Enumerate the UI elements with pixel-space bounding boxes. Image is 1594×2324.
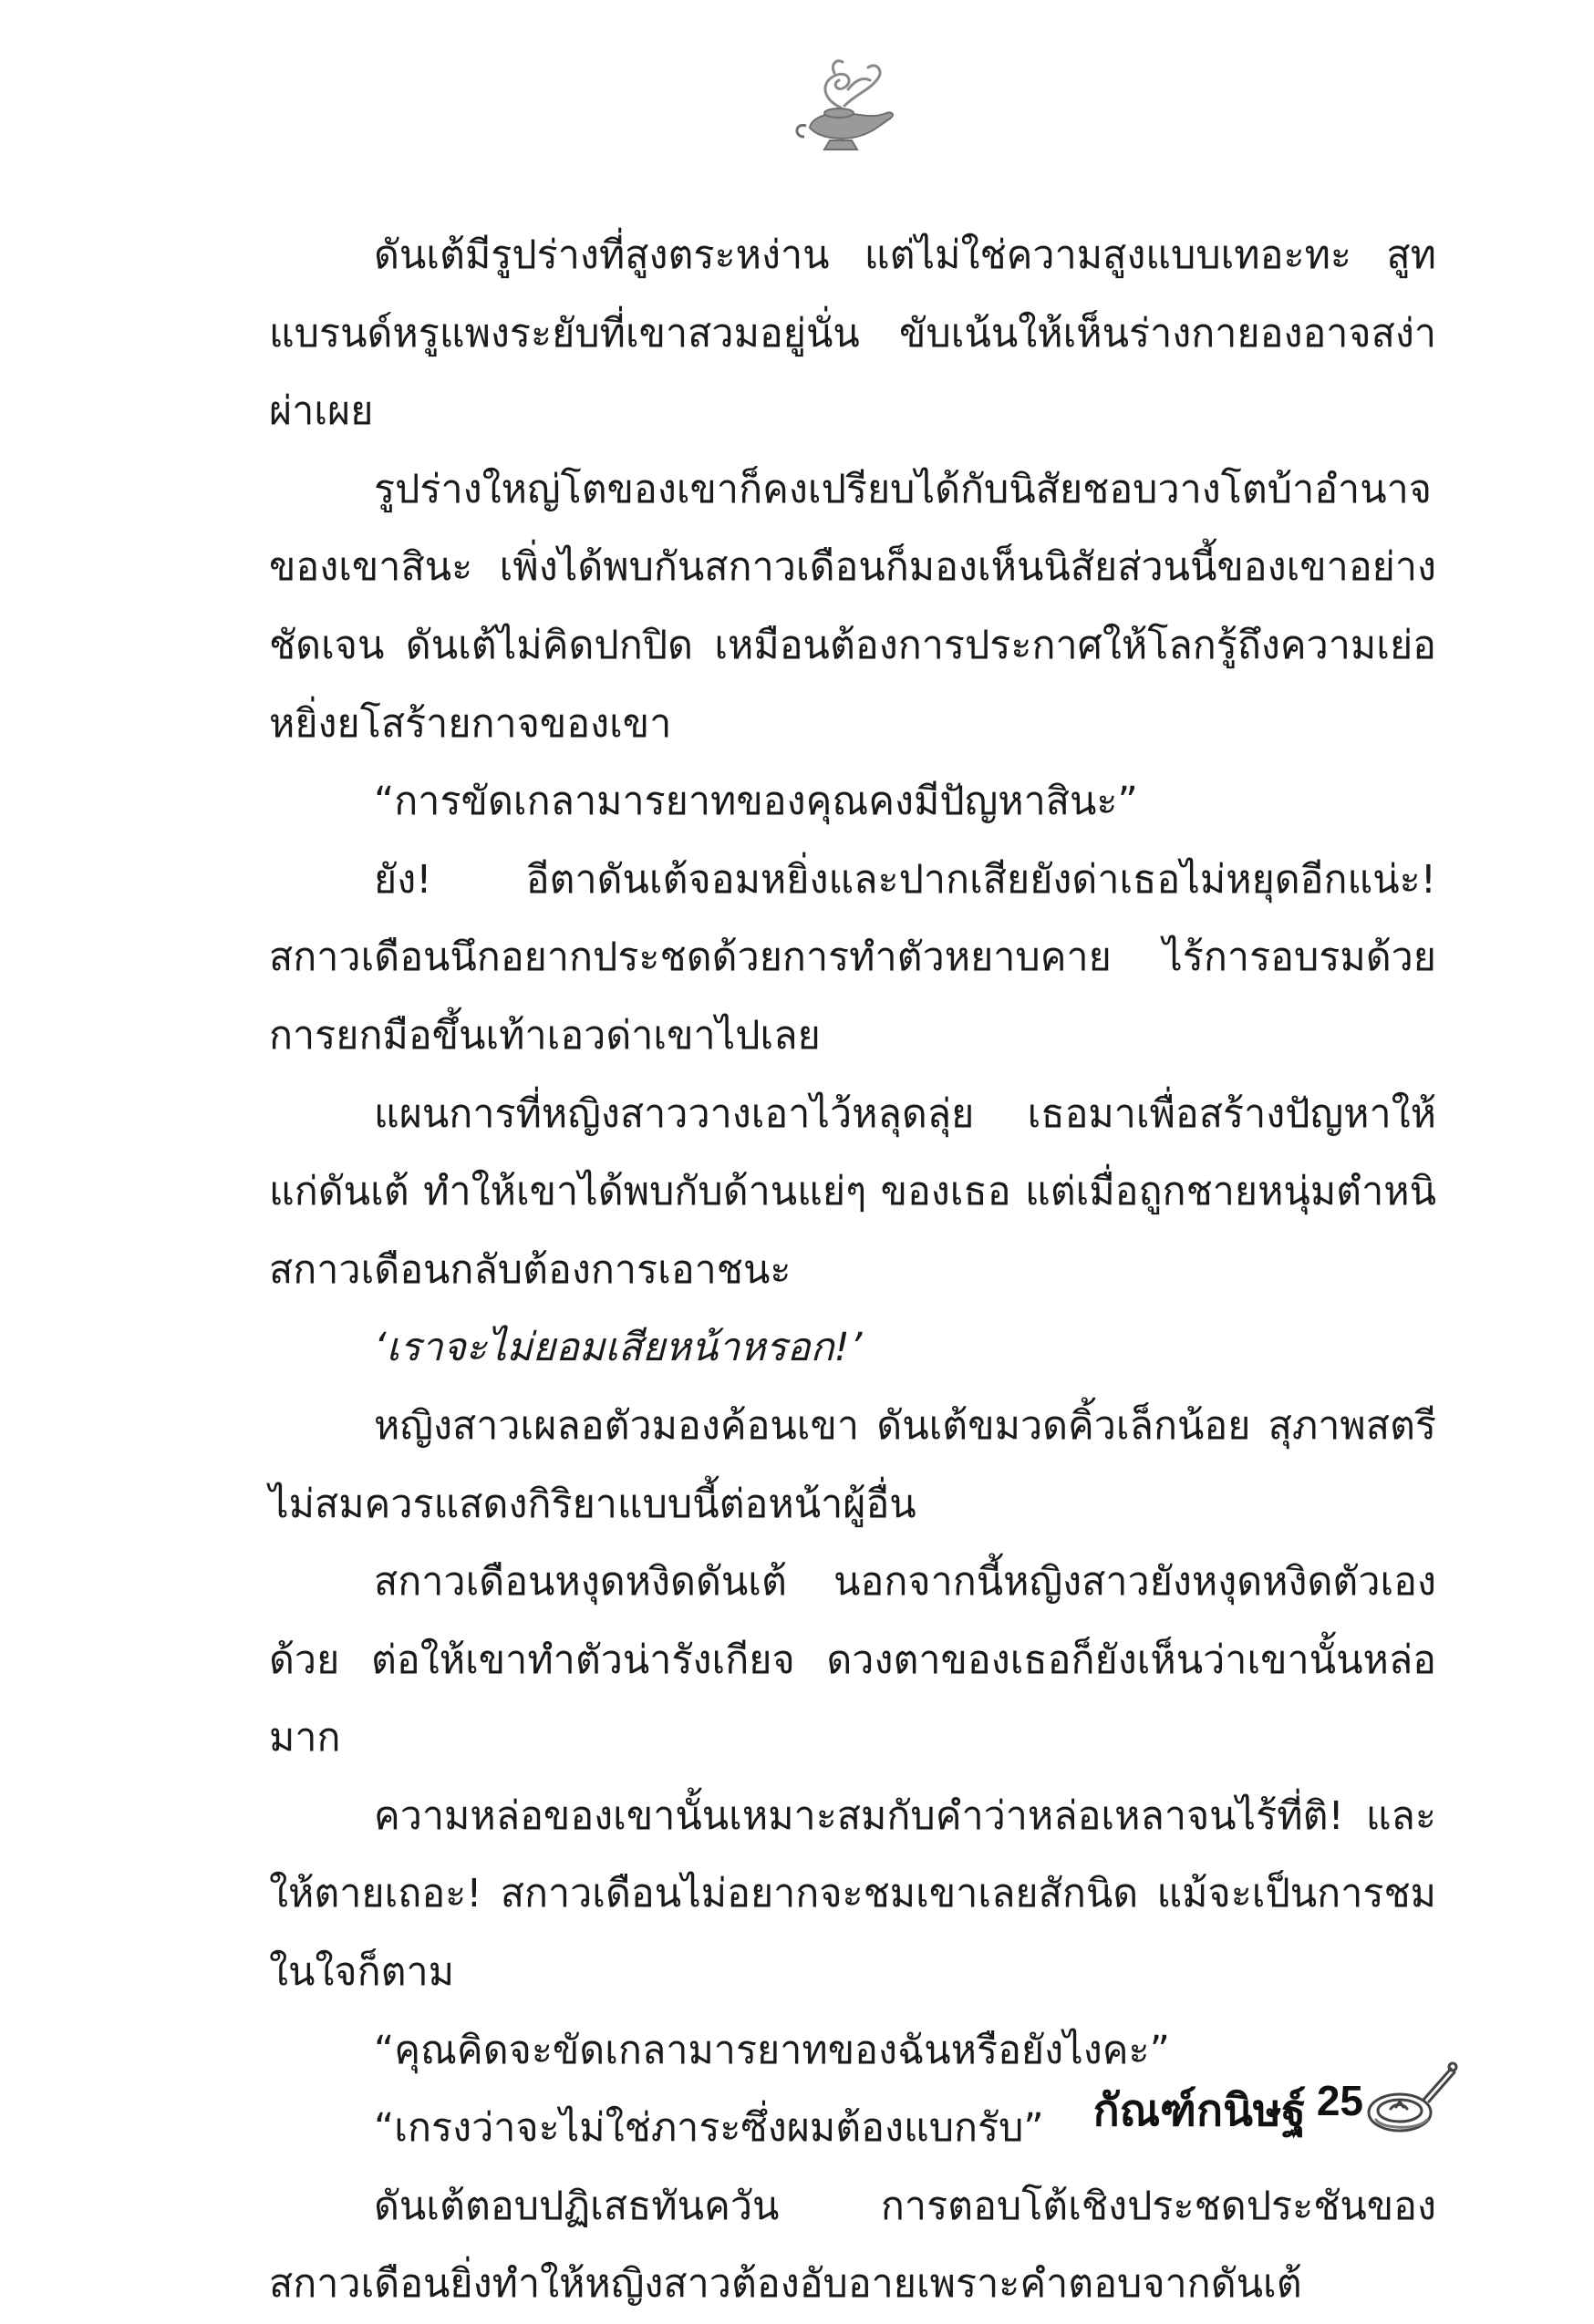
paragraph: ดันเต้ตอบปฏิเสธทันควัน การตอบโต้เชิงประชดประชันของสกาวเดือนยิ่งทำให้หญิงสาวต้องอับอายเพราะคำตอบจากดันเต้ <box>269 2183 1436 2308</box>
paragraph: หญิงสาวเผลอตัวมองค้อนเขา ดันเต้ขมวดคิ้วเล็กน้อย สุภาพสตรีไม่สมควรแสดงกิริยาแบบนี้ต่อหน้าผู้อื่น <box>269 1402 1436 1527</box>
dialog-line: “คุณคิดจะขัดเกลามารยาทของฉันหรือยังไงคะ” <box>374 2027 1170 2073</box>
paragraph: แผนการที่หญิงสาววางเอาไว้หลุดลุ่ย เธอมาเพื่อสร้างปัญหาให้แก่ดันเต้ ทำให้เขาได้พบกับด้านแย่ๆ ของเธอ แต่เมื่อถูกชายหนุ่มตำหนิสกาวเดือนกลับต้องการเอาชนะ <box>269 1090 1436 1293</box>
dialog-line: “เกรงว่าจะไม่ใช่ภาระซึ่งผมต้องแบกรับ” <box>374 2105 1044 2152</box>
paragraph: ยัง! อีตาดันเต้จอมหยิ่งและปากเสียยังด่าเธอไม่หยุดอีกแน่ะ! สกาวเดือนนึกอยากประชดด้วยการทำตัวหยาบคาย ไร้การอบรมด้วยการยกมือขึ้นเท้าเอวด่าเขาไปเลย <box>269 856 1436 1059</box>
thought-line: ‘เราจะไม่ยอมเสียหน้าหรอก!’ <box>374 1325 863 1371</box>
paragraph: สกาวเดือนหงุดหงิดดันเต้ นอกจากนี้หญิงสาวยังหงุดหงิดตัวเองด้วย ต่อให้เขาทำตัวน่ารังเกียจ ดวงตาของเธอก็ยังเห็นว่าเขานั้นหล่อมาก <box>269 1559 1436 1761</box>
frying-pan-icon <box>1363 2056 1459 2147</box>
body-text <box>269 217 1436 2324</box>
page-footer <box>985 2056 1459 2165</box>
dialog-line: “การขัดเกลามารยาทของคุณคงมีปัญหาสินะ” <box>374 779 1138 825</box>
genie-lamp-icon <box>784 53 903 162</box>
paragraph: ดันเต้มีรูปร่างที่สูงตระหง่าน แต่ไม่ใช่ความสูงแบบเทอะทะ สูทแบรนด์หรูแพงระยับที่เขาสวมอยู่นั่น ขับเน้นให้เห็นร่างกายองอาจสง่าผ่าเผย <box>269 232 1436 435</box>
paragraph: รูปร่างใหญ่โตของเขาก็คงเปรียบได้กับนิสัยชอบวางโตบ้าอำนาจของเขาสินะ เพิ่งได้พบกันสกาวเดือนก็มองเห็นนิสัยส่วนนี้ของเขาอย่างชัดเจน ดันเต้ไม่คิดปกปิด เหมือนต้องการประกาศให้โลกรู้ถึงความเย่อหยิ่งยโสร้ายกาจของเขา <box>269 466 1436 747</box>
page-number: 25 <box>1316 2077 1363 2124</box>
book-title: กัณฑ์กนิษฐ์ <box>1092 2085 1306 2136</box>
paragraph: ความหล่อของเขานั้นเหมาะสมกับคำว่าหล่อเหลาจนไร้ที่ติ! และให้ตายเถอะ! สกาวเดือนไม่อยากจะชมเขาเลยสักนิด แม้จะเป็นการชมในใจก็ตาม <box>269 1792 1436 1996</box>
